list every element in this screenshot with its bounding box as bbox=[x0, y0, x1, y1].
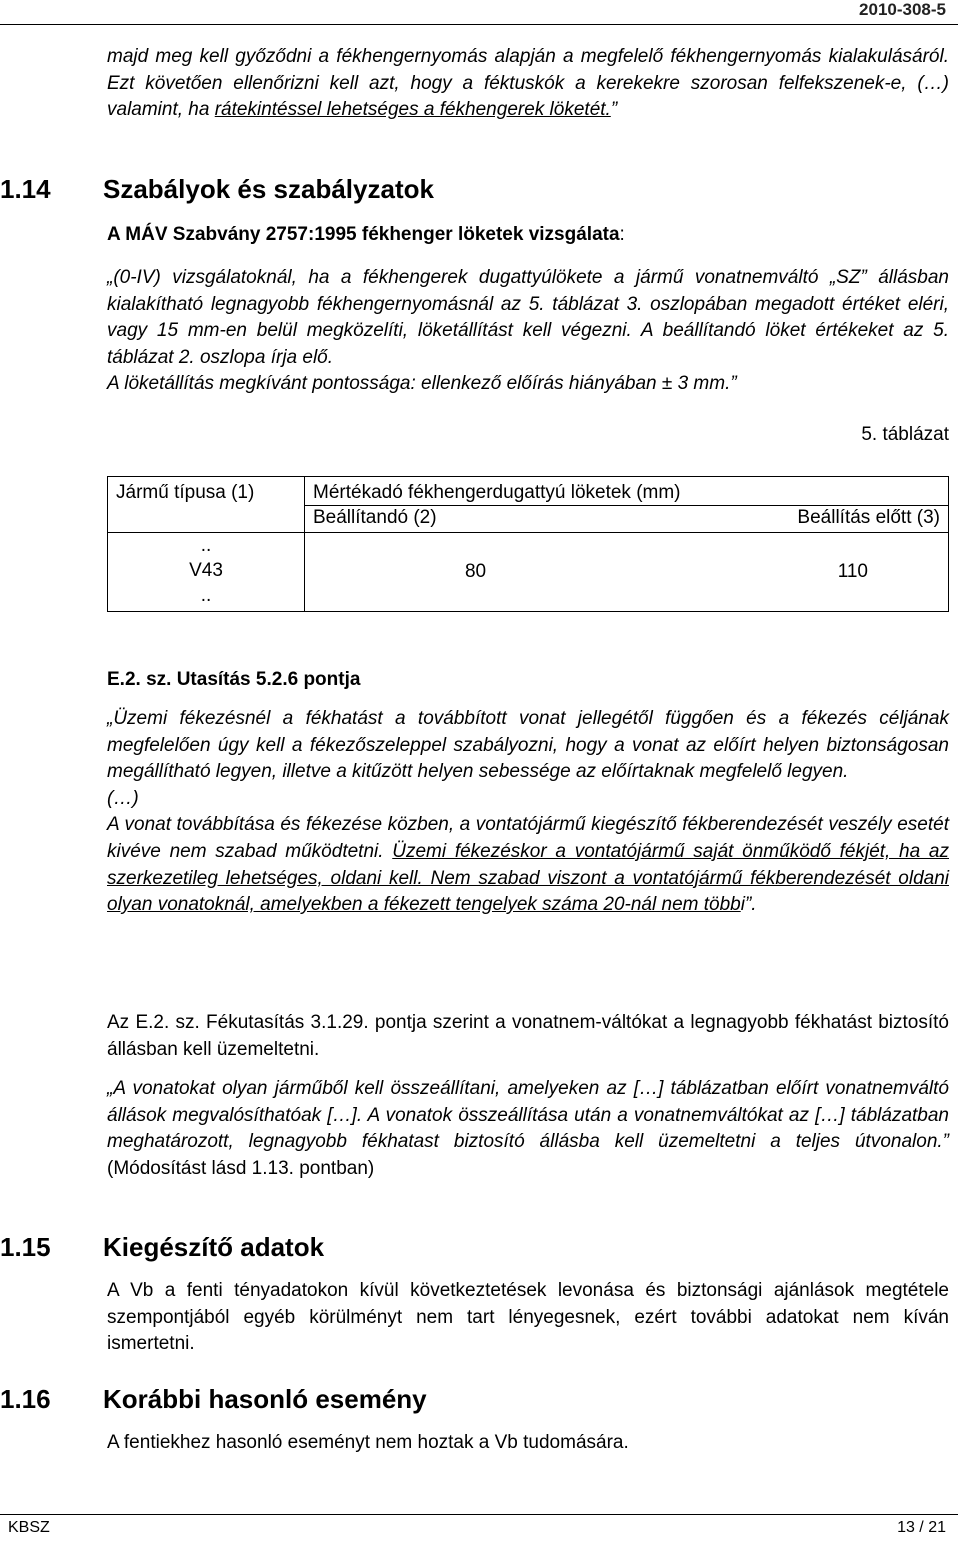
section-1-15-heading bbox=[0, 1232, 324, 1263]
section-title: Kiegészítő adatok bbox=[103, 1232, 325, 1262]
standard-name: A MÁV Szabvány 2757:1995 fékhenger löketek vizsgálata bbox=[107, 224, 620, 245]
standard-quote-precision: A löketállítás megkívánt pontossága: ellenkező előírás hiányában ± 3 mm.” bbox=[107, 373, 737, 395]
fekutasitas-quote bbox=[107, 1076, 949, 1182]
cell-to-set-value: 80 bbox=[464, 561, 487, 582]
e2-quote-underlined: Üzemi fékezéskor a vontatójármű saját önműködő fékjét, ha az szerkezetileg lehetséges, oldani kell. Nem szabad viszont a vontatójármű fékberendezését oldani olyan vonatoknál, amelyekben a fékezett tengelyek száma 20-nál nem több bbox=[107, 840, 949, 916]
table-caption: 5. táblázat bbox=[861, 424, 949, 445]
header-vehicle-type: Jármű típusa (1) bbox=[108, 477, 305, 533]
fekutasitas-quote-text: „A vonatokat olyan járműből kell összeállítani, amelyeken az […] táblázatban előírt vonatnemváltó állások megvalósíthatóak […]. A vonatok összeállítása után a vonatnemváltókat az […] táblázatban meghatározott, legnagyobb fékhatast biztosító állásba kell üzemeltetni a teljes útvonalon.” bbox=[107, 1078, 949, 1153]
cell-vehicle-type: V43 bbox=[189, 560, 223, 581]
cell-before-setting-value: 110 bbox=[837, 561, 868, 582]
section-1-15-body: A Vb a fenti tényadatokon kívül következtetések levonása és biztonsági ajánlások megtétele szempontjából egyéb körülményt nem tart lényegesnek, ezért további adatokat nem kíván ismertetni. bbox=[107, 1280, 949, 1355]
standard-subheading bbox=[107, 222, 625, 249]
cell-dots-top: .. bbox=[200, 535, 212, 556]
subheader-before-setting: Beállítás előtt (3) bbox=[606, 506, 948, 533]
e2-quote bbox=[107, 706, 949, 919]
standard-quote-text: „(0-IV) vizsgálatoknál, ha a fékhengerek dugattyúlökete a jármű vonatnemváltó „SZ” állásban kialakítható legnagyobb fékhengernyomásnál az 5. táblázat 3. oszlopában megadott értéket eléri, vagy 15 mm-en belül megközelíti, löketállítást kell végezni. A beállítandó löket értékeket az 5. táblázat 2. oszlopa írja elő. bbox=[107, 267, 949, 368]
e2-ellipsis: (…) bbox=[107, 787, 139, 809]
section-1-16-body: A fentiekhez hasonló eseményt nem hoztak a Vb tudomására. bbox=[107, 1432, 629, 1453]
intro-closing-quote: ” bbox=[610, 99, 618, 121]
section-1-14-heading bbox=[0, 174, 434, 205]
section-1-16-heading bbox=[0, 1384, 427, 1415]
intro-underlined-text: rátekintéssel lehetséges a fékhengerek löketét. bbox=[214, 99, 611, 121]
header-stroke-text: Mértékadó fékhengerdugattyú löketek (mm) bbox=[313, 482, 681, 503]
cell-before-setting bbox=[606, 533, 948, 612]
footer-org: KBSZ bbox=[8, 1519, 50, 1536]
section-number: 1.16 bbox=[0, 1384, 51, 1414]
e2-quote-para2 bbox=[107, 812, 949, 918]
intro-quote bbox=[107, 44, 949, 124]
section-number: 1.14 bbox=[0, 174, 51, 204]
section-number: 1.15 bbox=[0, 1232, 51, 1262]
standard-quote bbox=[107, 265, 949, 398]
section-title: Korábbi hasonló esemény bbox=[103, 1384, 427, 1414]
subheader-to-set: Beállítandó (2) bbox=[305, 506, 607, 533]
cell-dots-bottom: .. bbox=[200, 585, 212, 606]
header-stroke bbox=[305, 477, 949, 506]
e2-quote-para1: „Üzemi fékezésnél a fékhatást a továbbított vonat jellegétől függően és a fékezés céljának megfelelően úgy kell a fékezőszeleppel szabályozni, hogy a vonat az előírt helyen biztonságosan megállítható legyen, illetve a kitűzött helyen sebessége az előírtaknak megfelelő legyen. bbox=[107, 708, 949, 783]
e2-quote-end: i”. bbox=[740, 894, 757, 916]
document-id: 2010-308-5 bbox=[859, 0, 946, 19]
table-header-row bbox=[108, 477, 949, 506]
table-row bbox=[108, 533, 949, 612]
page-number: 13 / 21 bbox=[897, 1519, 946, 1536]
fekutasitas-note: (Módosítást lásd 1.13. pontban) bbox=[107, 1157, 375, 1179]
footer-rule bbox=[0, 1514, 958, 1515]
stroke-table bbox=[107, 476, 949, 612]
header-rule bbox=[0, 24, 958, 25]
e2-quote-text-a: A vonat továbbítása és fékezése közben, a vontatójármű kiegészítő fékberendezését veszély esetét kivéve nem szabad működtetni. bbox=[107, 814, 949, 862]
standard-colon: : bbox=[619, 224, 625, 245]
intro-text: majd meg kell győződni a fékhengernyomás alapján a megfelelő fékhengernyomás kialakulásáról. Ezt követően ellenőrizni kell azt, hogy a féktuskók a kerekekre szorosan felfekszenek-e, (…) valamint, ha bbox=[107, 46, 949, 121]
e2-heading: E.2. sz. Utasítás 5.2.6 pontja bbox=[107, 669, 361, 690]
section-title: Szabályok és szabályzatok bbox=[103, 174, 434, 204]
cell-vehicle bbox=[108, 533, 305, 612]
cell-to-set bbox=[305, 533, 607, 612]
fekutasitas-paragraph: Az E.2. sz. Fékutasítás 3.1.29. pontja szerint a vonatnem-váltókat a legnagyobb fékhatást biztosító állásban kell üzemeltetni. bbox=[107, 1012, 949, 1060]
